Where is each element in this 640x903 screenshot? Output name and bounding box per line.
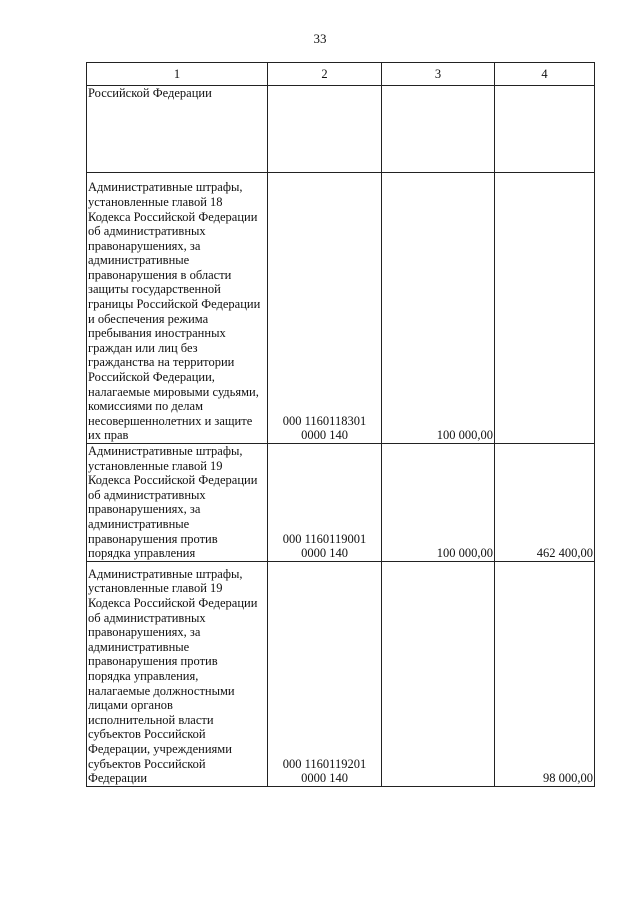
column-header-1: 1 bbox=[87, 63, 268, 86]
row-value-col3: 100 000,00 bbox=[382, 444, 495, 562]
row-description: Административные штрафы, установленные главой 18 Кодекса Российской Федерации об административных правонарушениях, за административные правонарушения в области защиты государственной границы Российской Федерации и обеспечения режима пребывания иностранных граждан или лиц без гражданства на территории Российской Федерации, налагаемые мировыми судьями, комиссиями по делам несовершеннолетних и защите их прав bbox=[87, 173, 268, 444]
row-code: 000 1160119001 0000 140 bbox=[268, 444, 382, 562]
row-value-col4 bbox=[495, 86, 595, 173]
page-number: 33 bbox=[313, 31, 327, 46]
row-code: 000 1160119201 0000 140 bbox=[268, 561, 382, 786]
row-value-col4 bbox=[495, 173, 595, 444]
column-header-3: 3 bbox=[382, 63, 495, 86]
row-value-col4: 98 000,00 bbox=[495, 561, 595, 786]
table-row bbox=[87, 561, 595, 786]
table-row bbox=[87, 173, 595, 444]
table-header-row bbox=[87, 63, 595, 86]
row-value-col3: 100 000,00 bbox=[382, 173, 495, 444]
row-description: Российской Федерации bbox=[87, 86, 268, 173]
row-description: Административные штрафы, установленные главой 19 Кодекса Российской Федерации об административных правонарушениях, за административные правонарушения против порядка управления, налагаемые должностными лицами органов исполнительной власти субъектов Российской Федерации, учреждениями субъектов Российской Федерации bbox=[87, 561, 268, 786]
column-header-4: 4 bbox=[495, 63, 595, 86]
row-code bbox=[268, 86, 382, 173]
row-value-col3 bbox=[382, 561, 495, 786]
table-row bbox=[87, 444, 595, 562]
row-value-col3 bbox=[382, 86, 495, 173]
row-code: 000 1160118301 0000 140 bbox=[268, 173, 382, 444]
row-value-col4: 462 400,00 bbox=[495, 444, 595, 562]
column-header-2: 2 bbox=[268, 63, 382, 86]
table-row bbox=[87, 86, 595, 173]
budget-table bbox=[86, 62, 595, 787]
row-description: Административные штрафы, установленные главой 19 Кодекса Российской Федерации об административных правонарушениях, за административные правонарушения против порядка управления bbox=[87, 444, 268, 562]
